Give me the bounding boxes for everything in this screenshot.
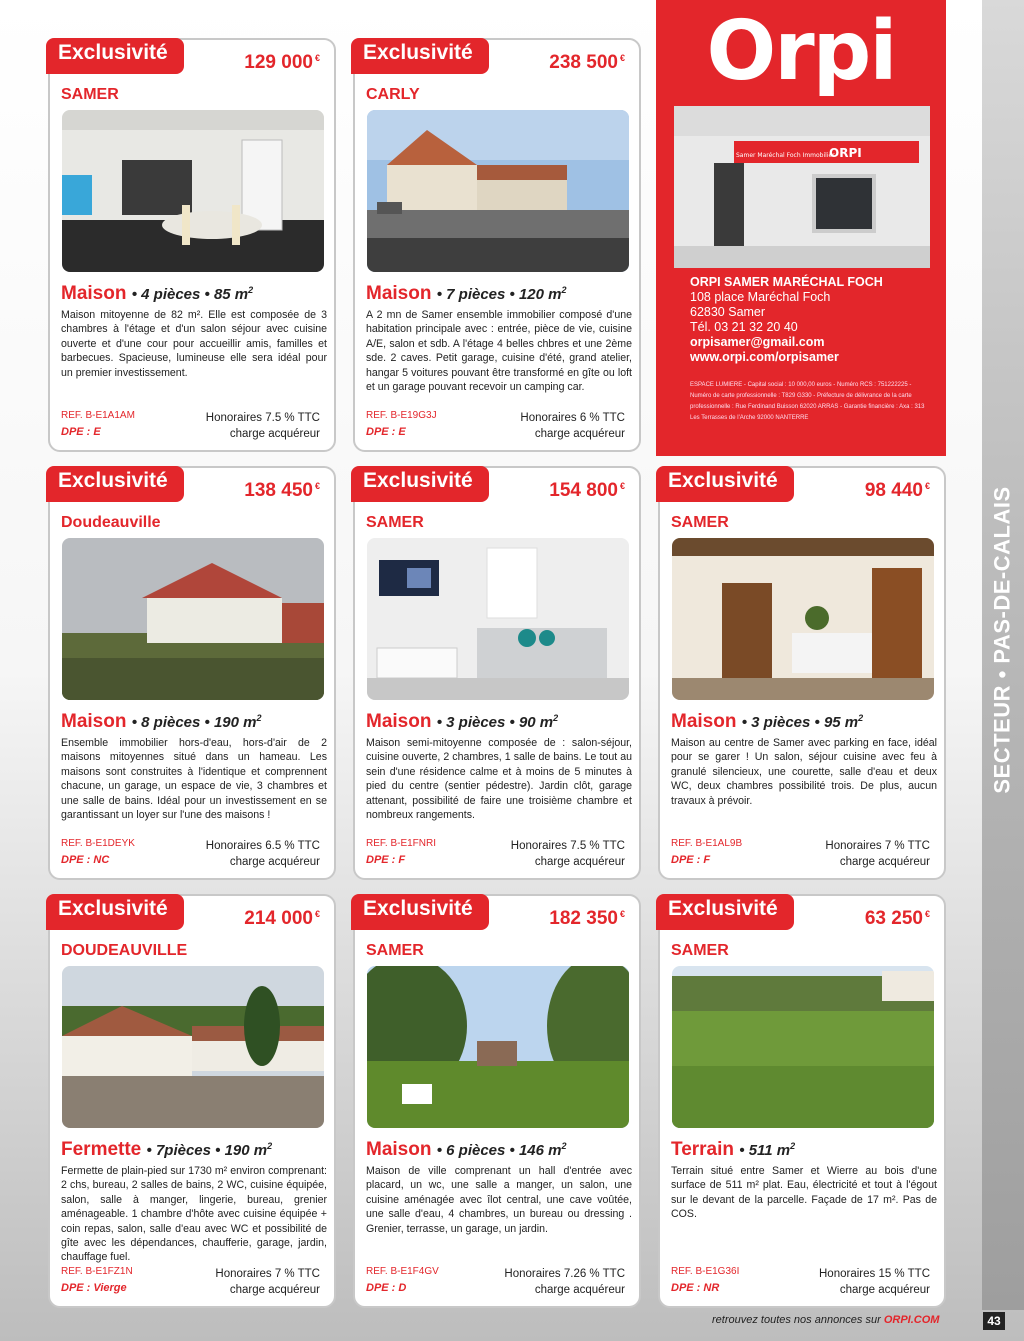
listing-heading: Maison • 8 pièces • 190 $m^2$ (61, 711, 262, 732)
listing-description: Maison au centre de Samer avec parking en face, idéal pour se garer ! Un salon, séjour cuisine avec feu à granulé silencieux, une courette, salle d'eau et deux WC, deux chambres possibilité trois. De plus, aucun travaux à prévoir. (671, 737, 937, 807)
price: 98 440 € (864, 480, 930, 501)
page-number: 43 (983, 1312, 1005, 1330)
city: DOUDEAUVILLE (61, 942, 188, 959)
listing-dpe: DPE : E (366, 426, 406, 438)
city: SAMER (61, 86, 119, 103)
listing-dpe: DPE : NR (671, 1282, 720, 1294)
listing-description: A 2 mn de Samer ensemble immobilier composé d'une habitation principale avec : entrée, pièce de vie, cuisine A/E, salon et sdb. A l'étage 4 belles chbres et une 2ème sde. 2 caves. Petit garage, cuisine d'été, grand atelier, hangar 5 voitures pouvant être transformé en gîte ou loft et un garage pouvant recevoir un camping car. (366, 309, 632, 394)
listing-card[interactable] (353, 894, 641, 1308)
listing-dpe: DPE : NC (61, 854, 110, 866)
property-photo (62, 966, 324, 1128)
listing-card[interactable] (48, 38, 336, 452)
exclusivite-badge: Exclusivité (656, 466, 794, 502)
exclusivite-badge: Exclusivité (351, 38, 489, 74)
exclusivite-badge: Exclusivité (46, 894, 184, 930)
storefront-photo (674, 106, 930, 268)
legal-notice: ESPACE LUMIERE - Capital social : 10 000,00 euros - Numéro RCS : 751222225 - Numéro de carte professionnelle : T829 G330 - Préfecture de délivrance de la carte professionnelle : Rue Ferdinand Buisson 62020 ARRAS - Garantie financière : Axa : 313 Les Terrasses de l'Arche 92000 NANTERRE (690, 382, 925, 421)
listing-dpe: DPE : E (61, 426, 101, 438)
price: 138 450 € (244, 480, 320, 501)
price: 214 000 € (244, 908, 320, 929)
listing-description: Maison mitoyenne de 82 m². Elle est composée de 3 chambres à l'étage et d'un salon séjour avec cuisine ouverte et d'une cour pour accueillir amis, familles et barbecues. Spacieuse, lumineuse elle sera idéal pour un premier investissement. (61, 309, 327, 379)
listing-heading: Maison • 6 pièces • 146 $m^2$ (366, 1139, 567, 1160)
listing-dpe: DPE : D (366, 1282, 407, 1294)
listing-dpe: DPE : F (366, 854, 406, 866)
city: Doudeauville (61, 514, 161, 531)
listing-heading: Terrain • 511 $m^2$ (671, 1139, 796, 1160)
property-photo (62, 110, 324, 272)
property-photo (367, 538, 629, 700)
listing-card[interactable] (353, 466, 641, 880)
listing-fees: Honoraires 6 % TTC charge acquéreur (520, 412, 625, 440)
listing-heading: Maison • 3 pièces • 95 $m^2$ (671, 711, 864, 732)
listing-ref: REF. B-E1F4GV (366, 1266, 439, 1277)
listing-ref: REF. B-E1A1AM (61, 410, 135, 421)
exclusivite-badge: Exclusivité (351, 466, 489, 502)
price: 129 000 € (244, 52, 320, 73)
property-photo (367, 966, 629, 1128)
listing-dpe: DPE : F (671, 854, 711, 866)
listing-heading: Fermette • 7pièces • 190 $m^2$ (61, 1139, 273, 1160)
city: SAMER (366, 514, 424, 531)
agency-contact: ORPI SAMER MARÉCHAL FOCH 108 place Maréchal Foch 62830 Samer Tél. 03 21 32 20 40 orpisamer@gmail.com www.orpi.com/orpisamer (690, 275, 883, 364)
listing-fees: Honoraires 15 % TTC charge acquéreur (819, 1268, 930, 1296)
exclusivite-badge: Exclusivité (351, 894, 489, 930)
city: SAMER (671, 514, 729, 531)
listing-description: Fermette de plain-pied sur 1730 m² environ comprenant: 2 chs, bureau, 2 salles de bains, 2 WC, cuisine équipée, salon, salle à manger, lingerie, bureau, grenier aménageable. 1 chambre d'hôte avec cuisine équipée + coin repas, salon, salle d'eau avec WC et possibilité de gîte avec les dépendances, chaufferie, garage, jardin, chauffage fuel. (61, 1165, 327, 1264)
storefront-sign: ORPI (829, 146, 862, 160)
listing-card[interactable] (658, 894, 946, 1308)
city: SAMER (366, 942, 424, 959)
listing-heading: Maison • 7 pièces • 120 $m^2$ (366, 283, 567, 304)
city: CARLY (366, 86, 420, 103)
listing-fees: Honoraires 7.26 % TTC charge acquéreur (504, 1268, 625, 1296)
property-photo (672, 538, 934, 700)
storefront-subtitle: Samer Maréchal Foch Immobilier (736, 152, 835, 159)
listing-description: Terrain situé entre Samer et Wierre au bois d'une surface de 511 m² plat. Eau, électricité et tout à l'égout sur le devant de la parcelle. Façade de 17 m². Pas de COS. (671, 1165, 937, 1221)
property-photo (367, 110, 629, 272)
price: 182 350 € (549, 908, 625, 929)
listing-fees: Honoraires 7.5 % TTC charge acquéreur (205, 412, 320, 440)
agency-website[interactable]: www.orpi.com/orpisamer (690, 350, 839, 364)
orpi-logo: Orpi (706, 4, 896, 99)
listing-description: Ensemble immobilier hors-d'eau, hors-d'air de 2 maisons mitoyennes situé dans un hameau. Les maisons sont construites à l'identique et comprennent chacune, un garage, un espace de vie, 3 chambres et une salle de bains. Idéal pour un investissement en se garantissant un loyer sur l'une des maisons ! (61, 737, 327, 822)
exclusivite-badge: Exclusivité (656, 894, 794, 930)
listing-ref: REF. B-E19G3J (366, 410, 437, 421)
listing-heading: Maison • 4 pièces • 85 $m^2$ (61, 283, 254, 304)
footer-site-link[interactable]: ORPI.COM (883, 1314, 940, 1326)
listing-fees: Honoraires 7 % TTC charge acquéreur (215, 1268, 320, 1296)
listing-card[interactable] (658, 466, 946, 880)
price: 63 250 € (864, 908, 930, 929)
property-photo (672, 966, 934, 1128)
exclusivite-badge: Exclusivité (46, 466, 184, 502)
listing-ref: REF. B-E1G36I (671, 1266, 740, 1277)
listing-card[interactable] (353, 38, 641, 452)
property-photo (62, 538, 324, 700)
agency-panel (656, 0, 946, 456)
listing-ref: REF. B-E1AL9B (671, 838, 743, 849)
listing-card[interactable] (48, 466, 336, 880)
listing-ref: REF. B-E1FNRI (366, 838, 437, 849)
city: SAMER (671, 942, 729, 959)
listing-ref: REF. B-E1FZ1N (61, 1266, 133, 1277)
agency-email[interactable]: orpisamer@gmail.com (690, 335, 825, 349)
sector-label: SECTEUR • PAS-DE-CALAIS (990, 486, 1016, 794)
price: 154 800 € (549, 480, 625, 501)
listing-description: Maison de ville comprenant un hall d'entrée avec placard, un wc, une salle a manger, un salon, une cuisine aménagée avec îlot central, une cave voûtée, une salle d'eau, 4 chambres, un bureau ou dressing . Grenier, terrasse, un garage, un jardin. (366, 1165, 632, 1235)
listing-dpe: DPE : Vierge (61, 1282, 127, 1294)
listing-fees: Honoraires 6.5 % TTC charge acquéreur (205, 840, 320, 868)
listing-card[interactable] (48, 894, 336, 1308)
price: 238 500 € (549, 52, 625, 73)
listing-heading: Maison • 3 pièces • 90 $m^2$ (366, 711, 559, 732)
footer-tagline: retrouvez toutes nos annonces sur ORPI.COM (712, 1314, 940, 1326)
exclusivite-badge: Exclusivité (46, 38, 184, 74)
listing-fees: Honoraires 7 % TTC charge acquéreur (825, 840, 930, 868)
listing-ref: REF. B-E1DEYK (61, 838, 135, 849)
listing-description: Maison semi-mitoyenne composée de : salon-séjour, cuisine ouverte, 2 chambres, 1 salle de bains. Le tout au sein d'une résidence calme et à moins de 5 minutes à pied du centre (sentier pédestre). Jardin clôt, garage attenant, possibilité de faire une troisième chambre et nombreux rangements. (366, 737, 632, 822)
listing-fees: Honoraires 7.5 % TTC charge acquéreur (510, 840, 625, 868)
